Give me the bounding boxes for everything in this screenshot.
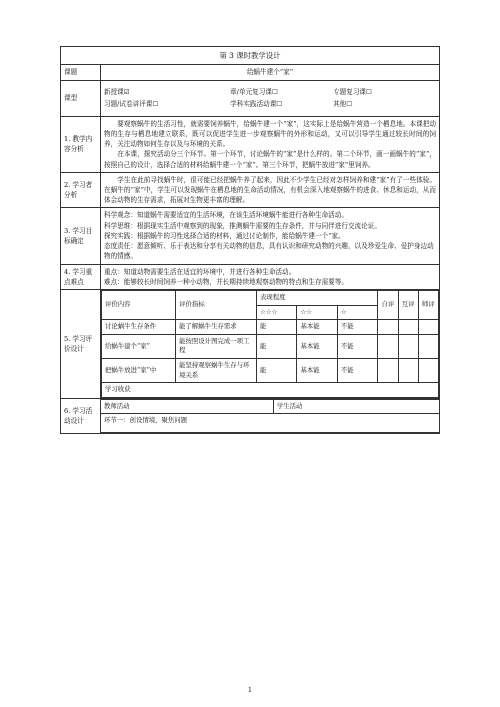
objective-attitude: 态度责任：愿意倾听、乐于表达和分享有关动物的信息，具有认识和研究动物的兴趣，以及珍爱生命、爱护身边动物的情感。	[104, 242, 434, 261]
lesson-type-label: 课型	[61, 80, 101, 116]
activity-stage-row	[101, 414, 439, 433]
learner-analysis-paragraph: 学生在此前寻找蜗牛时，很可能已经把蜗牛养了起来，因此不少学生已经对怎样饲养和建“家”有了一些体验。在蜗牛的“家”中，学生可以发现蜗牛在栖息地的生命活动情况，有机会深入地观察蜗牛的进食、休息和运动，从而体会动物的生存需求，拓展对生物更丰富的理解。	[104, 175, 436, 205]
header-self: 自评	[378, 290, 398, 319]
topic-row	[61, 65, 440, 80]
row-level-2: 基本能	[297, 359, 337, 383]
learning-gains: 学习收获	[102, 383, 439, 398]
activity-table	[101, 399, 439, 433]
evaluation-data-row	[102, 320, 439, 335]
row-indicator: 能按照设计图完成一项工程	[176, 334, 257, 358]
row-level-1: 不能	[337, 334, 377, 358]
header-indicator: 评价指标	[176, 290, 257, 319]
row-peer-cell[interactable]	[398, 320, 418, 335]
objectives-body	[101, 208, 440, 264]
topic-value: 给蜗牛建个“家”	[101, 65, 440, 80]
row-self-cell[interactable]	[378, 334, 398, 358]
lesson-type-options	[101, 80, 440, 116]
evaluation-row	[61, 289, 440, 398]
option-practice-activity: 学科实践活动课☐	[230, 100, 283, 109]
row-content: 给蜗牛建个“家”	[102, 334, 176, 358]
activity-header-row	[101, 399, 439, 414]
row-teacher-cell[interactable]	[418, 320, 438, 335]
learner-analysis-row	[61, 172, 440, 208]
row-level-3: 能	[257, 334, 297, 358]
option-exercise-review: 习题/试卷讲评课☐	[104, 100, 159, 109]
key-points-label: 4. 学习重点难点	[61, 264, 101, 289]
row-teacher-cell[interactable]	[418, 359, 438, 383]
evaluation-body	[101, 289, 440, 398]
evaluation-data-row	[102, 334, 439, 358]
objectives-label: 3. 学习目标确定	[61, 208, 101, 264]
objective-practice: 探究实践：根据蜗牛的习性选择合适的材料，通过讨论制作，能给蜗牛建一个“家。	[104, 231, 345, 240]
row-self-cell[interactable]	[378, 359, 398, 383]
row-level-2: 基本能	[297, 320, 337, 335]
option-other: 其他☐	[333, 100, 353, 109]
header-teacher: 师评	[418, 290, 438, 319]
lesson-plan-page	[60, 46, 440, 434]
evaluation-table	[101, 290, 439, 398]
lesson-plan-table	[60, 46, 440, 434]
row-peer-cell[interactable]	[398, 359, 418, 383]
header-level: 表现程度	[257, 290, 378, 305]
key-point: 重点：知道动物需要生活在适宜的环境中，并进行各种生命活动。	[104, 267, 296, 276]
row-indicator: 能坚持观察蜗牛生存与环境关系	[176, 359, 257, 383]
key-points-body	[101, 264, 440, 289]
objective-thinking: 科学思维：根据现实生活中观察到的现象，推测蜗牛需要的生存条件，并与同伴进行交流论证。	[104, 221, 381, 230]
option-topic-review: 专题复习课☐	[333, 87, 372, 96]
evaluation-footer-row	[102, 383, 439, 398]
option-new-lesson: 新授课☑	[104, 87, 130, 96]
topic-label: 课题	[61, 65, 101, 80]
content-analysis-row	[61, 116, 440, 172]
header-peer: 互评	[398, 290, 418, 319]
option-unit-review: 章/单元复习课☐	[230, 87, 278, 96]
row-content: 讨论蜗牛生存条件	[102, 320, 176, 335]
teacher-activity-header: 教师活动	[101, 399, 273, 414]
row-level-3: 能	[257, 320, 297, 335]
activity-design-label: 6. 学习活动设计	[61, 398, 101, 433]
document-title: 第 3 课时教学设计	[61, 47, 440, 65]
row-teacher-cell[interactable]	[418, 334, 438, 358]
objectives-row	[61, 208, 440, 264]
difficult-point: 难点：能够较长时间饲养一种小动物，并长期持续地观察动物的特点和生存需要等。	[104, 277, 348, 286]
objective-concept: 科学观念：知道蜗牛需要适宜的生活环境，在该生活环境蜗牛能进行各种生命活动。	[104, 211, 348, 220]
content-analysis-body	[101, 116, 440, 172]
row-level-1: 不能	[337, 320, 377, 335]
content-analysis-label: 1. 教学内容分析	[61, 116, 101, 172]
key-points-row	[61, 264, 440, 289]
learner-analysis-body	[101, 172, 440, 208]
activity-design-body	[101, 398, 440, 433]
page-number: 1	[247, 686, 253, 694]
star-header-2: ☆☆	[297, 305, 337, 320]
header-content: 评价内容	[102, 290, 176, 319]
title-row	[61, 47, 440, 65]
activity-design-row	[61, 398, 440, 433]
row-level-1: 不能	[337, 359, 377, 383]
stage-one: 环节一：创设情境，聚焦问题	[101, 414, 439, 433]
evaluation-header-row	[102, 290, 439, 305]
student-activity-header: 学生活动	[273, 399, 439, 414]
row-peer-cell[interactable]	[398, 334, 418, 358]
row-level-3: 能	[257, 359, 297, 383]
row-self-cell[interactable]	[378, 320, 398, 335]
learner-analysis-label: 2. 学习者分析	[61, 172, 101, 208]
row-indicator: 能了解蜗牛生存需求	[176, 320, 257, 335]
evaluation-label: 5. 学习评价设计	[61, 289, 101, 398]
star-header-1: ☆	[337, 305, 377, 320]
content-analysis-paragraph-2: 在本课，探究活动分三个环节。第一个环节，讨论蜗牛的“家”是什么样的。第二个环节，画一画蜗牛的“家”，按照自己的设计，选择合适的材料给蜗牛建一个“家”。第三个环节，把蜗牛放进“家”里饲养。	[104, 150, 436, 169]
content-analysis-paragraph-1: 要观察蜗牛的生活习性，就需要饲养蜗牛，给蜗牛建一个“家”，这实际上是给蜗牛营造一个栖息地。本课把动物的生存与栖息地建立联系，既可以促进学生进一步观察蜗牛的外形和运动，又可以引导学生通过较长时间的饲养，关注动物如何生存以及与环境的关系。	[104, 119, 436, 149]
star-header-3: ☆☆☆	[257, 305, 297, 320]
evaluation-data-row	[102, 359, 439, 383]
lesson-type-row	[61, 80, 440, 116]
row-content: 把蜗牛放进“家”中	[102, 359, 176, 383]
row-level-2: 基本能	[297, 334, 337, 358]
